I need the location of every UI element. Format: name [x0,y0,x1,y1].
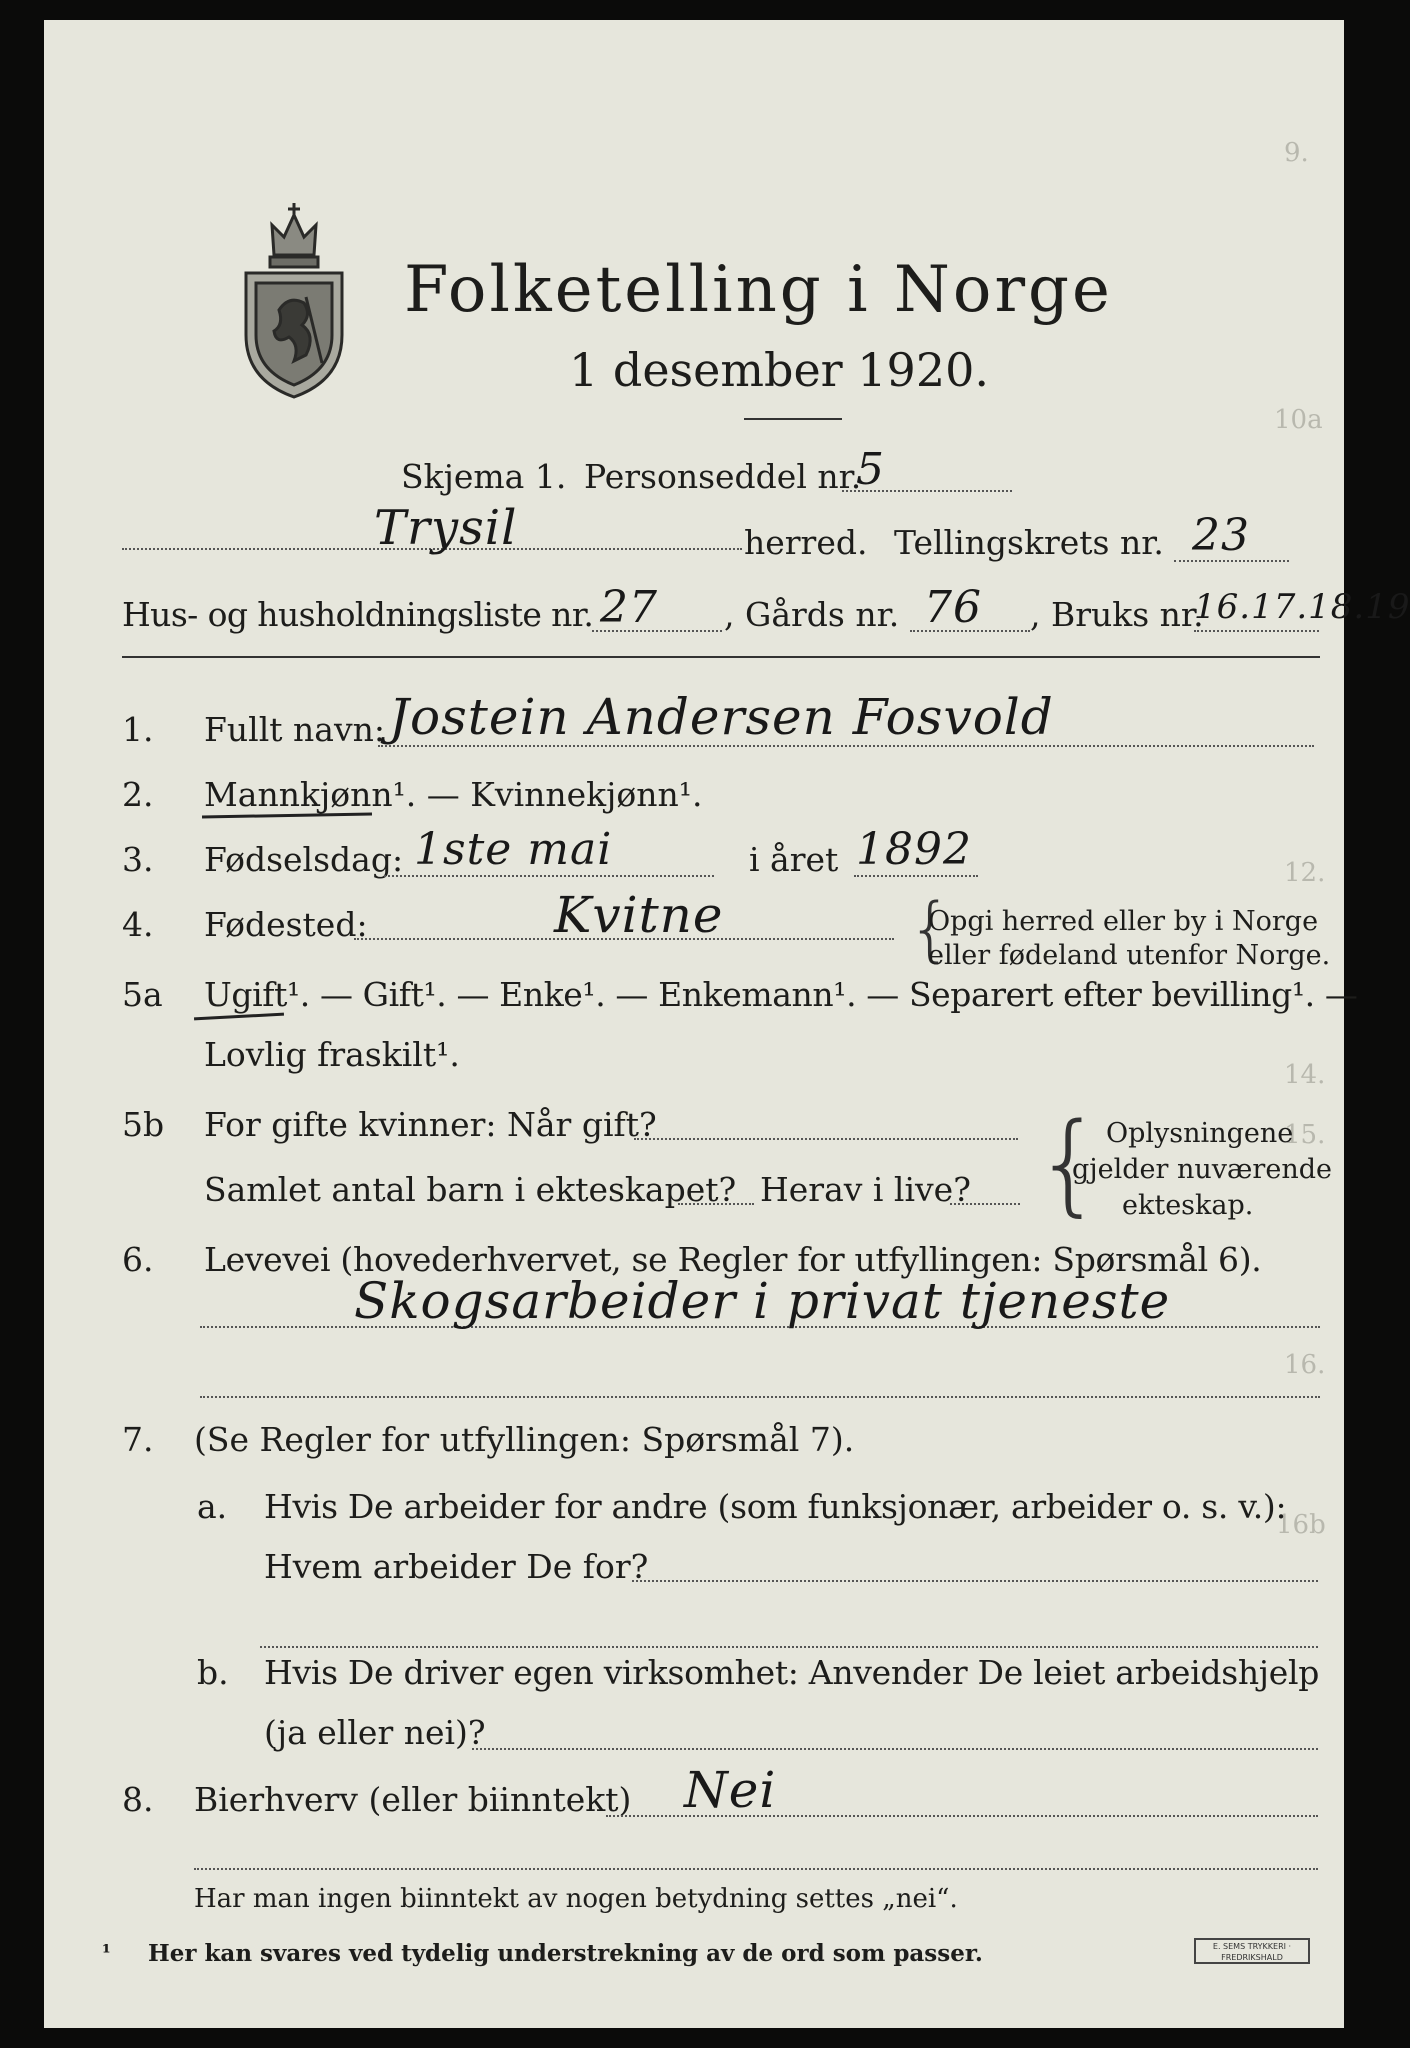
q5b-note-line2: gjelder nuværende [1072,1154,1332,1185]
q7b-line1: Hvis De driver egen virksomhet: Anvender De leiet arbeidshjelp [264,1653,1320,1692]
tellingskrets-value: 23 [1192,510,1250,561]
q6-number: 6. [122,1240,154,1279]
bleed-through-mark: 14. [1284,1060,1326,1090]
q5a-line1: Ugift¹. — Gift¹. — Enke¹. — Enkemann¹. — Separert efter bevilling¹. — [204,975,1358,1014]
q6-label: Levevei (hovederhvervet, se Regler for utfyllingen: Spørsmål 6). [204,1240,1262,1279]
personseddel-value: 5 [856,444,885,495]
q4-brace: { [908,888,953,970]
q5b-brace: { [1034,1099,1104,1227]
husholdningsliste-label: Hus- og husholdningsliste nr. [122,595,594,634]
q7a-line1: Hvis De arbeider for andre (som funksjonær, arbeider o. s. v.): [264,1487,1287,1526]
q7-label: (Se Regler for utfyllingen: Spørsmål 7). [194,1420,855,1459]
q7a-line2: Hvem arbeider De for? [264,1547,649,1586]
footnote-text: Her kan svares ved tydelig understrekning av de ord som passer. [148,1940,983,1967]
q4-number: 4. [122,905,154,944]
skjema-label: Skjema 1. [401,457,567,496]
q5b-line2a: Samlet antal barn i ekteskapet? [204,1170,737,1209]
gards-label: , Gårds nr. [724,595,900,634]
q2-number: 2. [122,775,154,814]
bleed-through-mark: 10a [1274,405,1323,435]
printer-stamp: E. SEMS TRYKKERI · FREDRIKSHALD [1194,1938,1310,1964]
secondary-income-value: Nei [684,1761,777,1819]
bleed-through-mark: 12. [1284,858,1326,888]
gards-value: 76 [924,582,982,633]
bleed-through-mark: 16b [1276,1510,1326,1540]
q5a-number: 5a [122,975,163,1014]
full-name-value: Jostein Andersen Fosvold [389,688,1054,746]
q5b-number: 5b [122,1105,165,1144]
q7a-letter: a. [197,1487,228,1526]
q5b-note-line1: Oplysningene [1106,1118,1294,1149]
husholdningsliste-value: 27 [600,582,658,633]
bleed-through-mark: 9. [1284,138,1309,168]
bleed-through-mark: 16. [1284,1350,1326,1380]
bleed-through-mark: 15. [1284,1120,1326,1150]
personseddel-label: Personseddel nr. [584,457,862,496]
q1-label: Fullt navn: [204,710,385,749]
birthplace-value: Kvitne [554,886,724,944]
q1-number: 1. [122,710,154,749]
census-form-page [44,20,1410,2028]
no-income-note: Har man ingen biinntekt av nogen betydning settes „nei“. [194,1884,958,1914]
coat-of-arms-icon [234,185,354,405]
q4-note-line1: Opgi herred eller by i Norge [928,906,1319,937]
q3-label: Fødselsdag: [204,840,404,879]
q5b-note-line3: ekteskap. [1122,1190,1254,1221]
q8-number: 8. [122,1780,154,1819]
q5b-line1: For gifte kvinner: Når gift? [204,1105,657,1144]
q3-year-label: i året [749,840,839,879]
q4-label: Fødested: [204,905,368,944]
q7-number: 7. [122,1420,154,1459]
tellingskrets-label: Tellingskrets nr. [894,523,1164,562]
q2-label: Mannkjønn¹. — Kvinnekjønn¹. [204,775,703,814]
herred-label: herred. [744,523,868,562]
occupation-value: Skogsarbeider i privat tjeneste [354,1272,1171,1330]
birthday-value: 1ste mai [414,824,613,875]
q7b-letter: b. [197,1653,229,1692]
q7b-line2: (ja eller nei)? [264,1713,486,1752]
q5a-line2: Lovlig fraskilt¹. [204,1035,460,1074]
q5b-line2b: Herav i live? [760,1170,971,1209]
bruks-label: , Bruks nr. [1030,595,1204,634]
form-title: Folketelling i Norge [404,253,1113,327]
census-date: 1 desember 1920. [569,343,989,397]
q4-note-line2: eller fødeland utenfor Norge. [928,940,1331,971]
title-divider [744,418,842,420]
municipality-value: Trysil [374,500,518,556]
bruks-value: 16.17.18.19 [1194,587,1410,627]
birth-year-value: 1892 [856,824,972,875]
header-separator [122,656,1320,658]
q3-number: 3. [122,840,154,879]
footnote-mark: ¹ [102,1940,111,1964]
q8-label: Bierhverv (eller biinntekt) [194,1780,632,1819]
